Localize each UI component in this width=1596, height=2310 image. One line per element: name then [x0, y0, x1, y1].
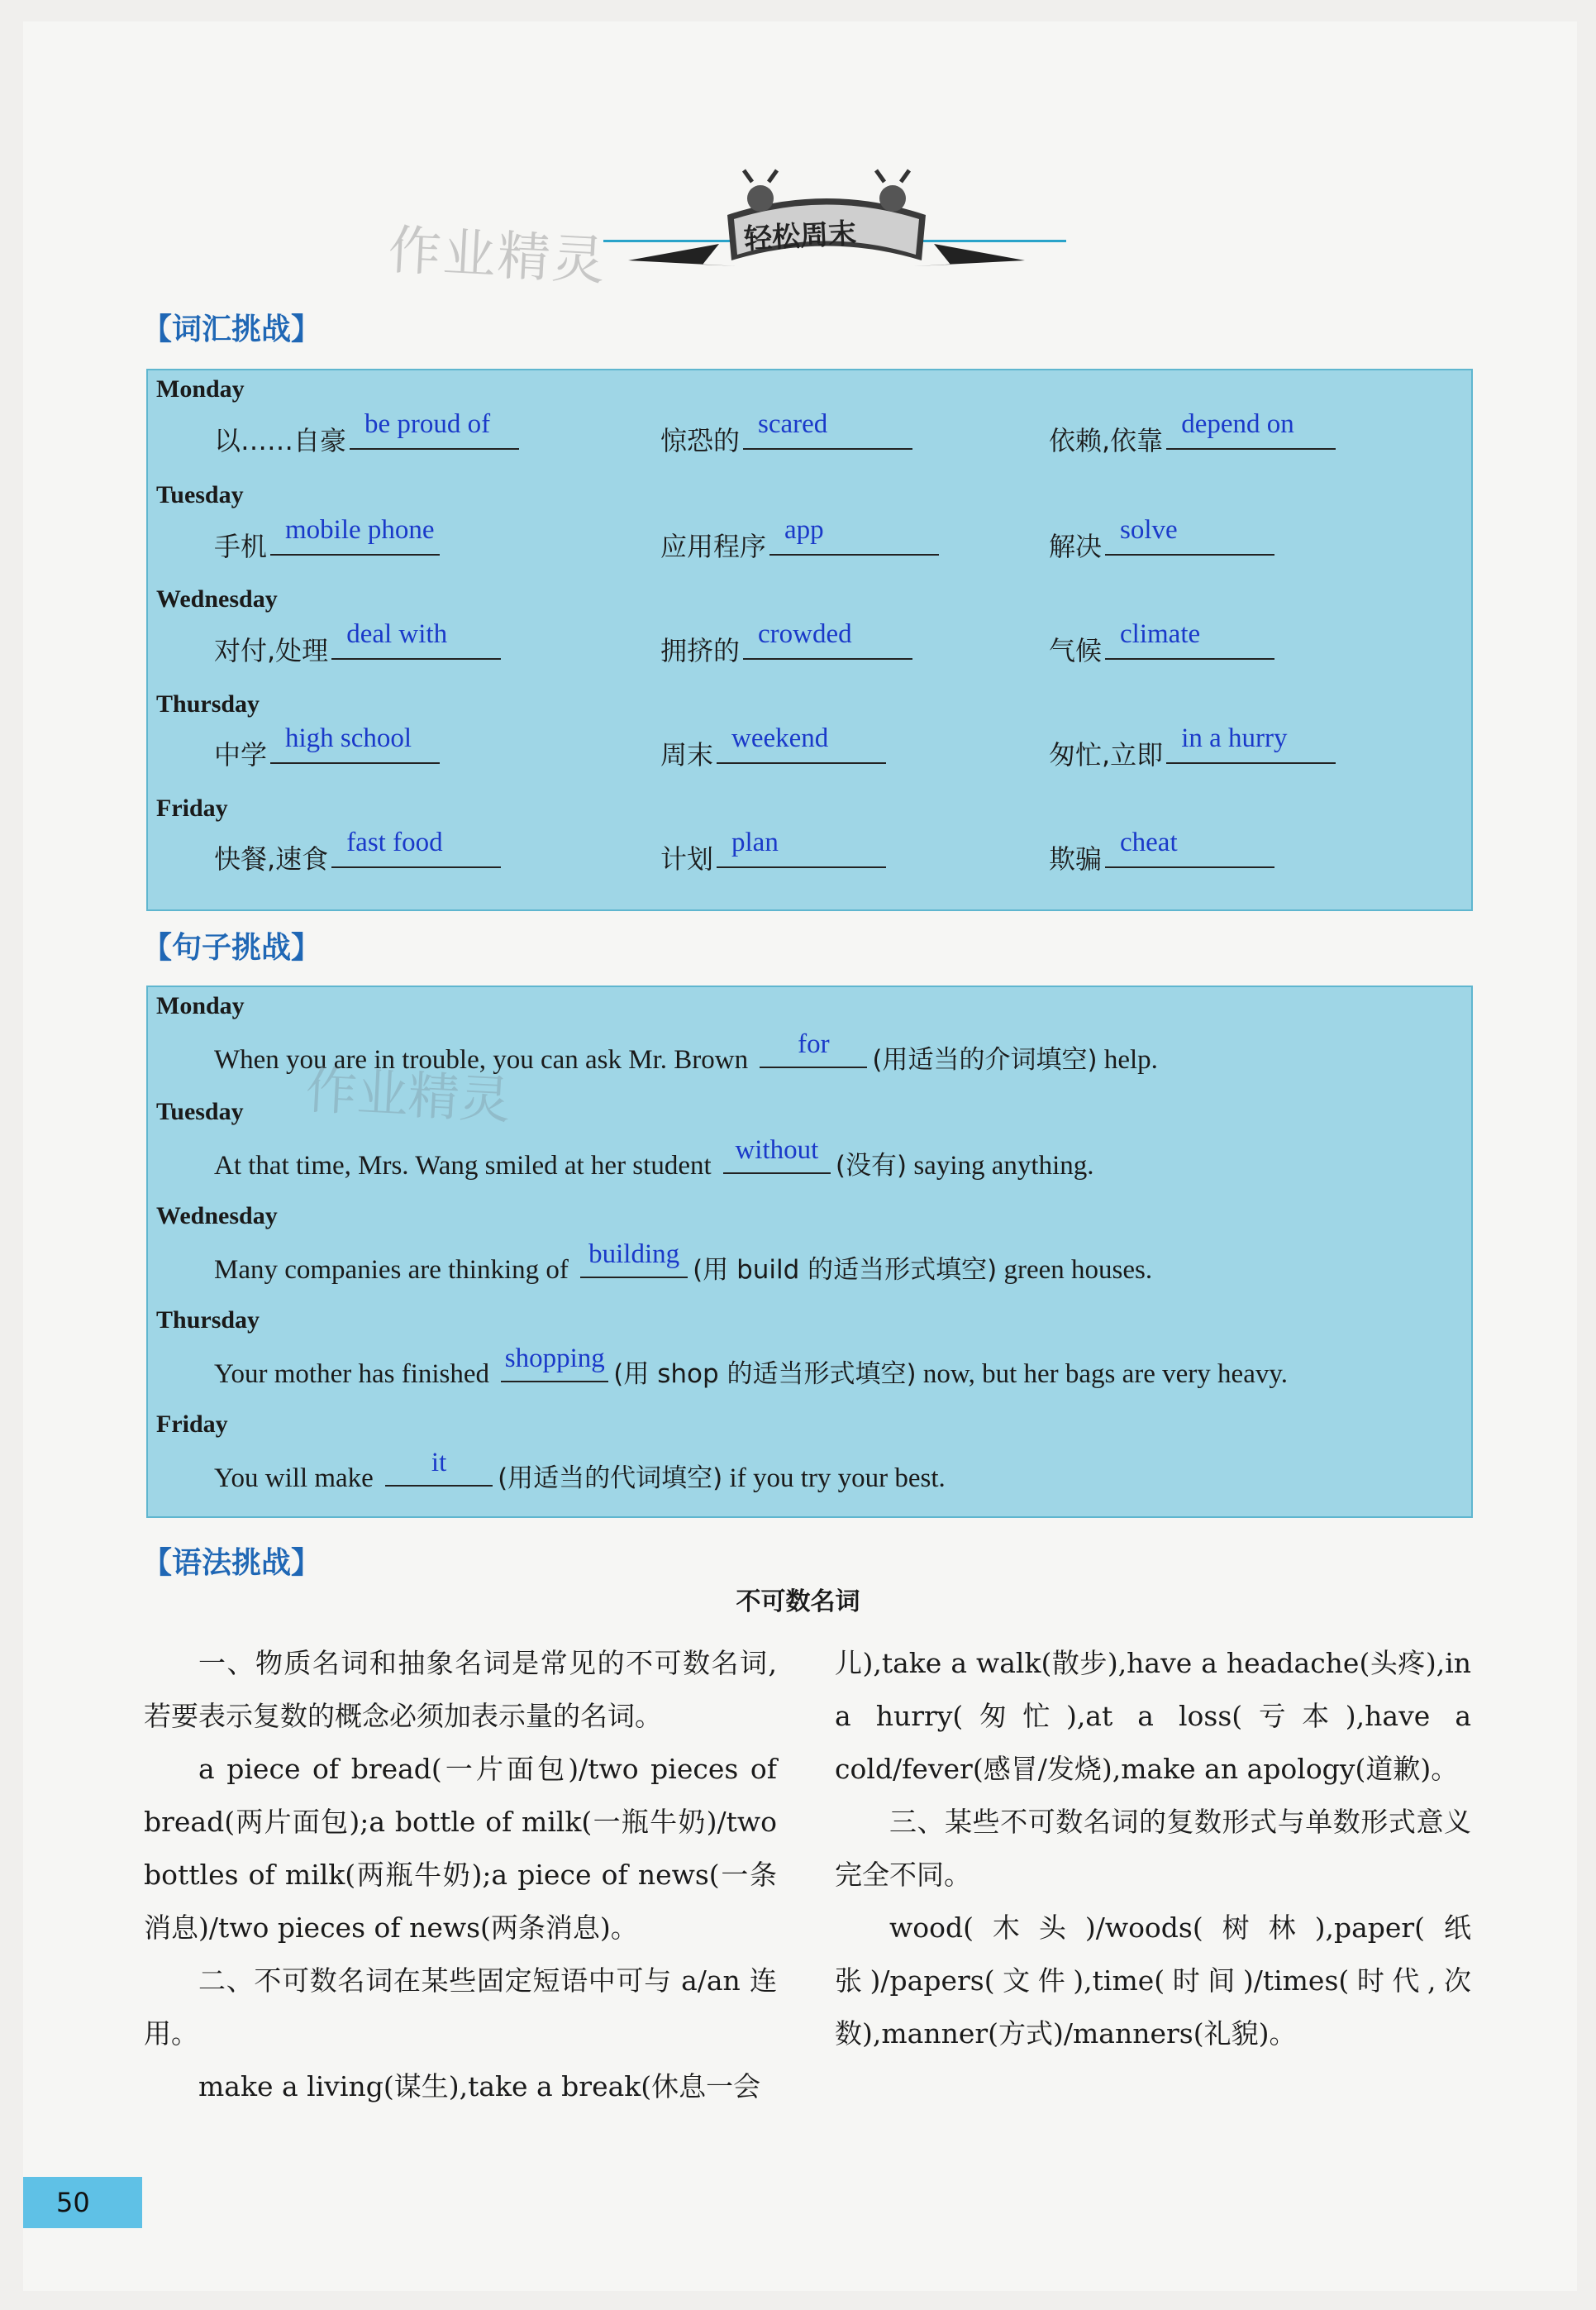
vocab-label: 手机	[214, 531, 268, 562]
vocab-answer: app	[784, 515, 824, 545]
grammar-paragraph: 儿),take a walk(散步),have a headache(头疼),in a hurry(匆忙),at a loss(亏本),have a cold/fever(感冒/发烧),make an apology(道歉)。	[835, 1647, 1471, 1785]
sentence-answer: for	[798, 1029, 830, 1059]
vocab-label: 依赖,依靠	[1049, 425, 1164, 456]
vocab-label: 周末	[660, 739, 714, 771]
sentence-blank[interactable]	[385, 1448, 493, 1487]
vocab-label: 对付,处理	[214, 635, 329, 666]
grammar-paragraph: wood(木头)/woods(树林),paper(纸张)/papers(文件),time(时间)/times(时代,次数),manner(方式)/manners(礼貌)。	[835, 1911, 1471, 2050]
vocab-blank[interactable]	[1166, 409, 1336, 450]
vocab-answer: deal with	[346, 619, 448, 649]
sentence-line	[214, 1239, 1153, 1286]
vocab-blank[interactable]	[270, 723, 440, 764]
vocab-blank[interactable]	[769, 515, 939, 556]
vocab-label: 以……自豪	[214, 425, 347, 456]
vocab-item	[214, 619, 501, 668]
vocab-day: Thursday	[156, 690, 260, 718]
vocab-label: 欺骗	[1049, 843, 1103, 875]
vocab-item	[214, 828, 501, 876]
grammar-paragraph: a piece of bread(一片面包)/two pieces of bread(两片面包);a bottle of milk(一瓶牛奶)/two bottles of milk(两瓶牛奶);a piece of news(一条消息)/two pieces of news(两条消息)。	[144, 1753, 777, 1944]
vocab-answer: weekend	[731, 723, 829, 753]
vocab-answer: fast food	[346, 828, 443, 857]
vocab-answer: climate	[1120, 619, 1201, 649]
sentence-day: Thursday	[156, 1306, 260, 1334]
vocab-blank[interactable]	[717, 828, 886, 868]
vocab-title: 【词汇挑战】	[142, 313, 322, 346]
grammar-left-column	[144, 1637, 777, 2113]
vocab-answer: in a hurry	[1181, 723, 1288, 753]
sentence-blank[interactable]	[760, 1029, 867, 1068]
vocab-label: 计划	[660, 843, 714, 875]
vocab-blank[interactable]	[1105, 515, 1274, 556]
sentence-answer: without	[735, 1135, 819, 1165]
sentence-before: Many companies are thinking of	[214, 1255, 569, 1285]
sentence-line	[214, 1135, 1094, 1181]
sentence-blank[interactable]	[580, 1239, 688, 1278]
grammar-paragraph: 三、某些不可数名词的复数形式与单数形式意义完全不同。	[835, 1806, 1471, 1891]
sentence-after: help.	[1103, 1045, 1158, 1075]
vocab-label: 中学	[214, 739, 268, 771]
vocab-item	[660, 409, 912, 458]
vocab-blank[interactable]	[717, 723, 886, 764]
sentence-hint: (用 build 的适当形式填空)	[693, 1255, 998, 1285]
vocab-item	[660, 723, 886, 772]
grammar-paragraph: make a living(谋生),take a break(休息一会	[198, 2070, 761, 2102]
vocab-label: 拥挤的	[660, 635, 741, 666]
vocab-answer: solve	[1120, 515, 1178, 545]
vocab-blank[interactable]	[1166, 723, 1336, 764]
sentence-before: When you are in trouble, you can ask Mr. Brown	[214, 1045, 749, 1075]
sentence-answer: shopping	[504, 1344, 605, 1373]
vocab-blank[interactable]	[331, 828, 501, 868]
vocab-item	[1049, 409, 1336, 458]
sentence-after: if you try your best.	[729, 1463, 946, 1493]
vocab-answer: scared	[758, 409, 828, 439]
vocab-blank[interactable]	[743, 409, 912, 450]
vocab-item	[660, 619, 912, 668]
vocab-label: 应用程序	[660, 531, 767, 562]
vocab-blank[interactable]	[350, 409, 519, 450]
vocab-day: Wednesday	[156, 585, 278, 613]
vocab-answer: high school	[285, 723, 412, 753]
vocab-label: 惊恐的	[660, 425, 741, 456]
sentence-hint: (没有)	[835, 1151, 908, 1181]
vocab-answer: plan	[731, 828, 779, 857]
grammar-right-column	[835, 1637, 1471, 2060]
vocab-day: Friday	[156, 795, 228, 822]
sentence-blank[interactable]	[723, 1135, 831, 1174]
sentence-answer: building	[588, 1239, 680, 1269]
sentence-after: green houses.	[1003, 1255, 1153, 1285]
grammar-title: 【语法挑战】	[142, 1546, 322, 1580]
vocab-label: 气候	[1049, 635, 1103, 666]
sentence-day: Monday	[156, 992, 245, 1019]
watermark: 作业精灵	[386, 220, 608, 293]
vocab-blank[interactable]	[1105, 828, 1274, 868]
vocab-answer: be proud of	[364, 409, 491, 439]
vocab-item	[1049, 723, 1336, 772]
sentence-hint: (用 shop 的适当形式填空)	[613, 1359, 917, 1389]
vocab-item	[1049, 828, 1274, 876]
sentence-after: now, but her bags are very heavy.	[922, 1359, 1288, 1389]
vocab-day: Monday	[156, 375, 245, 403]
vocab-label: 匆忙,立即	[1049, 739, 1164, 771]
vocab-item	[660, 828, 886, 876]
grammar-paragraph: 一、物质名词和抽象名词是常见的不可数名词,若要表示复数的概念必须加表示量的名词。	[144, 1647, 777, 1732]
vocab-answer: cheat	[1120, 828, 1178, 857]
sentence-day: Wednesday	[156, 1202, 278, 1229]
vocab-blank[interactable]	[270, 515, 440, 556]
vocab-blank[interactable]	[743, 619, 912, 660]
vocab-label: 快餐,速食	[214, 843, 329, 875]
vocab-label: 解决	[1049, 531, 1103, 562]
sentence-title: 【句子挑战】	[142, 931, 322, 965]
vocab-answer: mobile phone	[285, 515, 435, 545]
sentence-line	[214, 1448, 946, 1494]
vocab-item	[1049, 619, 1274, 668]
grammar-paragraph: 二、不可数名词在某些固定短语中可与 a/an 连用。	[144, 1964, 777, 2050]
vocab-answer: depend on	[1181, 409, 1294, 439]
vocab-item	[214, 409, 519, 458]
vocab-day: Tuesday	[156, 481, 244, 508]
sentence-hint: (用适当的代词填空)	[498, 1463, 723, 1493]
sentence-after: saying anything.	[913, 1151, 1094, 1181]
vocab-blank[interactable]	[331, 619, 501, 660]
sentence-day: Friday	[156, 1410, 228, 1438]
sentence-answer: it	[431, 1448, 447, 1477]
vocab-answer: crowded	[758, 619, 852, 649]
grammar-subtitle: 不可数名词	[736, 1587, 860, 1616]
vocab-blank[interactable]	[1105, 619, 1274, 660]
sentence-before: You will make	[214, 1463, 374, 1493]
sentence-blank[interactable]	[501, 1344, 608, 1382]
vocab-item	[214, 723, 440, 772]
watermark: 作业精灵	[303, 1059, 512, 1131]
vocab-item	[1049, 515, 1274, 564]
sentence-line	[214, 1344, 1288, 1390]
sentence-day: Tuesday	[156, 1098, 244, 1125]
banner-text: 轻松周末	[743, 217, 858, 256]
sentence-before: Your mother has finished	[214, 1359, 490, 1389]
vocab-item	[660, 515, 939, 564]
sentence-before: At that time, Mrs. Wang smiled at her student	[214, 1151, 712, 1181]
vocab-box	[146, 369, 1473, 911]
page-number: 50	[23, 2177, 142, 2228]
sentence-hint: (用适当的介词填空)	[872, 1045, 1098, 1075]
vocab-item	[214, 515, 440, 564]
